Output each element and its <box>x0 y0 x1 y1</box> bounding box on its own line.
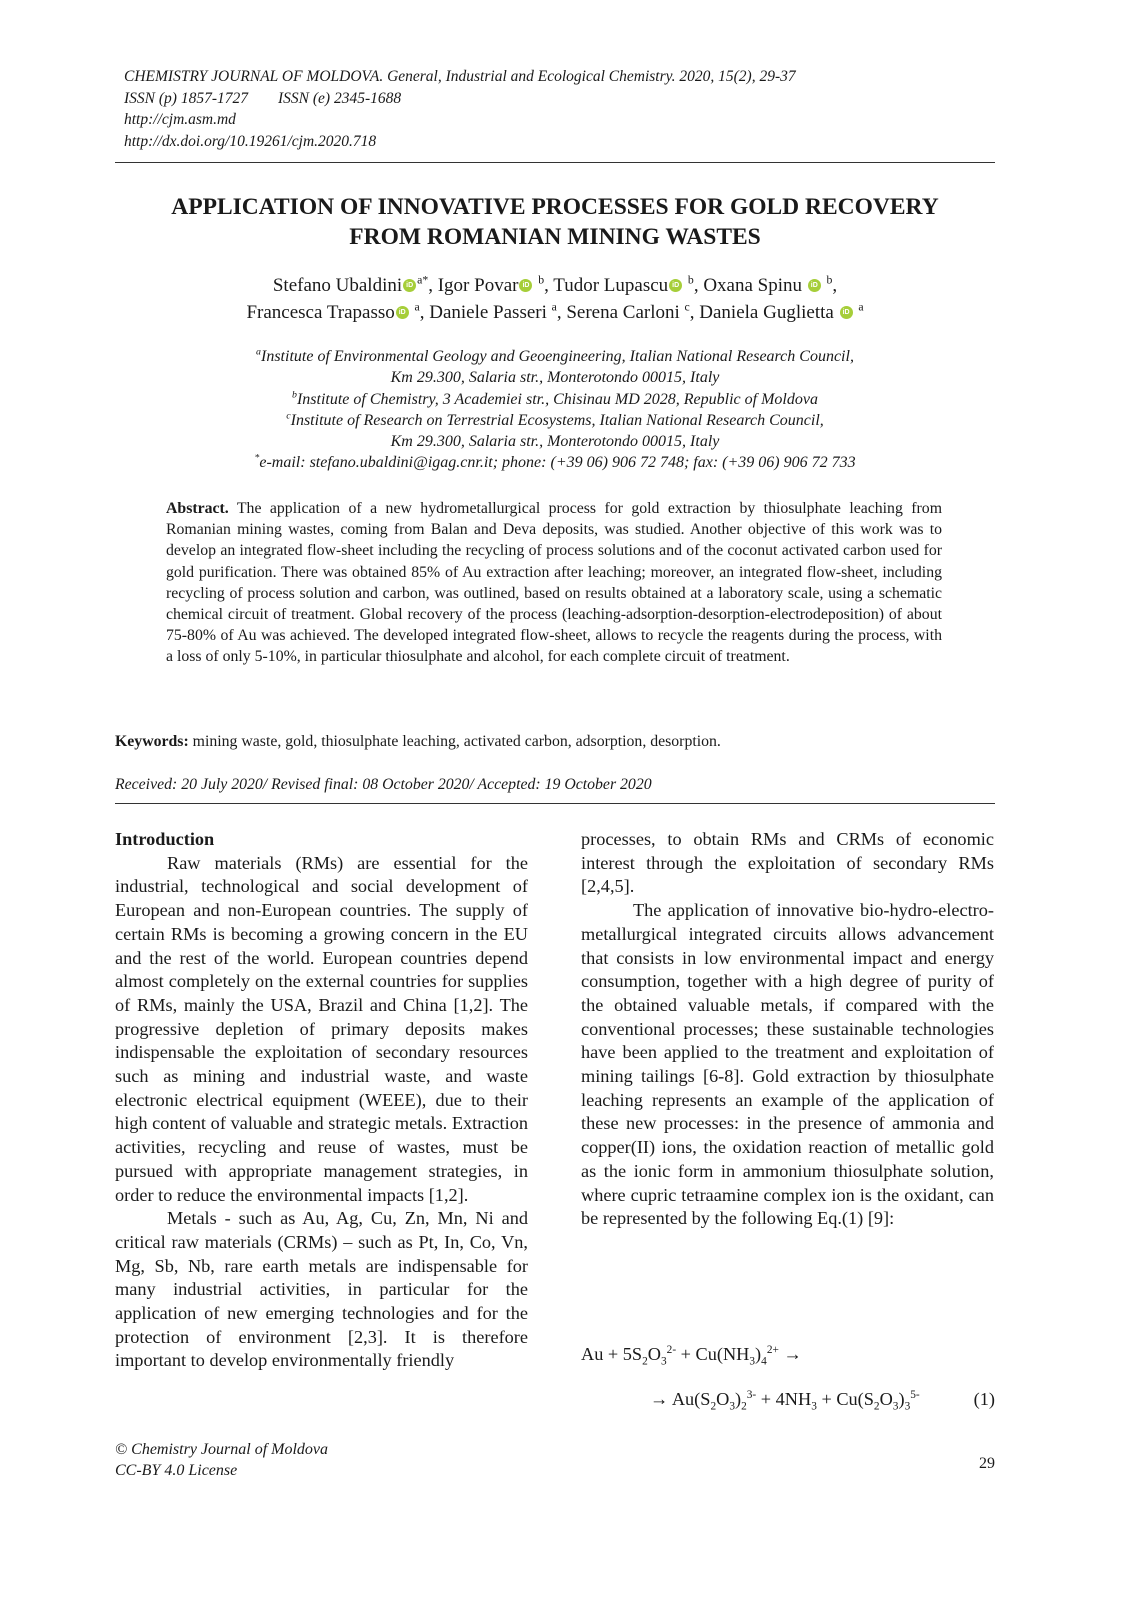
paragraph: processes, to obtain RMs and CRMs of economic interest through the exploitation of secondary RMs [2,4,5]. <box>581 829 994 897</box>
keywords <box>115 731 995 752</box>
paper-title <box>115 192 995 252</box>
author-affil-mark: b <box>538 273 545 287</box>
author-affil-mark: a* <box>417 273 429 287</box>
issn-line <box>124 88 796 110</box>
title-line-1: APPLICATION OF INNOVATIVE PROCESSES FOR GOLD RECOVERY <box>171 194 939 220</box>
author-name: Daniele Passeri <box>429 302 547 323</box>
affiliations <box>115 346 995 474</box>
keywords-label: Keywords: <box>115 733 189 750</box>
doi-link[interactable]: http://dx.doi.org/10.19261/cjm.2020.718 <box>124 132 377 150</box>
author-name: Igor Povar <box>437 275 519 296</box>
paragraph: Raw materials (RMs) are essential for the industrial, technological and social development of European and non-European countries. The supply of certain RMs is becoming a growing concern in the EU and the rest of the world. European countries depend almost completely on the external countries for supplies of RMs, mainly the USA, Brazil and China [1,2]. The progressive depletion of primary deposits makes indispensable the exploitation of secondary resources such as mining and industrial waste, and waste electronic electrical equipment (WEEE), due to their high content of valuable and strategic metals. Extraction activities, recycling and reuse of wastes, must be pursued with appropriate management strategies, in order to reduce the environmental impacts [1,2]. <box>115 852 528 1205</box>
abstract-label: Abstract. <box>166 500 229 517</box>
author-affil-mark: b <box>687 273 694 287</box>
paragraph: The application of innovative bio-hydro-electro-metallurgical integrated circuits allows advancement that consists in low environmental impact and energy consumption, together with a high degree of purity of the obtained valuable metals, if compared with the conventional processes; these sustainable technologies have been applied to the treatment and exploitation of mining tailings [6-8]. Gold extraction by thiosulphate leaching represents an example of the application of these new processes: in the presence of ammonia and copper(II) ions, the oxidation reaction of metallic gold as the ionic form in ammonium thiosulphate solution, where cupric tetraamine complex ion is the oxidant, can be represented by the following Eq.(1) [9]: <box>581 900 994 1229</box>
journal-url[interactable]: http://cjm.asm.md <box>124 111 236 128</box>
journal-citation: CHEMISTRY JOURNAL OF MOLDOVA. General, Industrial and Ecological Chemistry. 2020, 15(2), 29-37 <box>124 68 796 85</box>
corresponding-contact: *e-mail: stefano.ubaldini@igag.cnr.it; phone: (+39 06) 906 72 748; fax: (+39 06) 906 72 733 <box>254 453 856 472</box>
orcid-icon[interactable]: iD <box>669 279 682 292</box>
author-line-2: Francesca Trapasso iD $^a$, Daniele Passeri $^a$, Serena Carloni $^c$, Daniela Guglietta iD $^a$ <box>246 300 864 323</box>
equation-number: (1) <box>973 1389 995 1409</box>
keywords-text: mining waste, gold, thiosulphate leaching, activated carbon, adsorption, desorption. <box>192 733 721 750</box>
author-name: Francesca Trapasso <box>246 302 395 323</box>
author-affil-mark: b <box>826 273 833 287</box>
title-line-2: FROM ROMANIAN MINING WASTES <box>349 224 761 250</box>
author-line-1: Stefano Ubaldini iD $^{a*}$, Igor Povar iD $^b$, Tudor Lupascu iD $^b$, Oxana Spinu iD $^b$, <box>272 273 838 296</box>
author-affil-mark: c <box>684 300 690 314</box>
equation-line-2: → $Au(S_2O_3)_2^{3-} + 4NH_3 + Cu(S_2O_3)_3^{5-}$ (1) <box>650 1388 995 1413</box>
journal-header <box>124 66 796 152</box>
author-name: Tudor Lupascu <box>553 275 669 296</box>
received-dates: Received: 20 July 2020/ Revised final: 08 October 2020/ Accepted: 19 October 2020 <box>115 776 652 793</box>
body-column-right <box>581 828 994 1231</box>
license: CC-BY 4.0 License <box>115 1462 238 1479</box>
author-affil-mark: a <box>414 300 420 314</box>
affiliation-a: $^a$Institute of Environmental Geology and Geoengineering, Italian National Research Council, <box>256 346 854 365</box>
affiliation-a-address: Km 29.300, Salaria str., Monterotondo 00015, Italy <box>390 369 720 387</box>
author-name: Serena Carloni <box>566 302 680 323</box>
page-number: 29 <box>979 1455 995 1472</box>
abstract-text: The application of a new hydrometallurgical process for gold extraction by thiosulphate leaching from Romanian mining wastes, coming from Balan and Deva deposits, was studied. Another objective of this work was to develop an integrated flow-sheet including the recycling of process solutions and of the coconut activated carbon used for gold purification. There was obtained 85% of Au extraction after leaching; moreover, an integrated flow-sheet, including recycling of process solution and carbon, was outlined, based on results obtained at a laboratory scale, using a schematic chemical circuit of treatment. Global recovery of the process (leaching-adsorption-desorption-electrodeposition) of about 75-80% of Au was achieved. The developed integrated flow-sheet, allows to recycle the reagents during the process, with a loss of only 5-10%, in particular thiosulphate and alcohol, for each complete circuit of treatment. <box>166 500 942 666</box>
orcid-icon[interactable]: iD <box>840 306 853 319</box>
affiliation-c: $^c$Institute of Research on Terrestrial Ecosystems, Italian National Research Council, <box>286 410 824 429</box>
author-name: Stefano Ubaldini <box>272 275 403 296</box>
equation-line-1: $Au + 5S_2O_3^{2-} + Cu(NH_3)_4^{2+}$ → <box>581 1343 802 1368</box>
issn-electronic: ISSN (e) 2345-1688 <box>278 89 402 107</box>
affiliation-c-address: Km 29.300, Salaria str., Monterotondo 00015, Italy <box>390 433 720 451</box>
orcid-icon[interactable]: iD <box>808 279 821 292</box>
paragraph: Metals - such as Au, Ag, Cu, Zn, Mn, Ni and critical raw materials (CRMs) – such as Pt, In, Co, Vn, Mg, Sb, Nb, rare earth metals are indispensable for many industrial activities, in particular for the application of new emerging technologies and for the protection of environment [2,3]. It is therefore important to develop environmentally friendly <box>115 1208 528 1371</box>
header-divider <box>115 162 995 163</box>
orcid-icon[interactable]: iD <box>519 279 532 292</box>
abstract <box>166 498 942 668</box>
issn-print: ISSN (p) 1857-1727 <box>124 89 248 107</box>
body-divider <box>115 803 995 804</box>
section-heading: Introduction <box>115 829 215 849</box>
author-affil-mark: a <box>858 300 864 314</box>
author-name: Daniela Guglietta <box>699 302 834 323</box>
author-list <box>115 272 995 326</box>
author-affil-mark: a <box>551 300 557 314</box>
copyright: © Chemistry Journal of Moldova <box>115 1441 329 1458</box>
orcid-icon[interactable]: iD <box>403 279 416 292</box>
footer <box>115 1439 328 1481</box>
affiliation-b: $^b$Institute of Chemistry, 3 Academiei str., Chisinau MD 2028, Republic of Moldova <box>292 389 818 408</box>
body-column-left <box>115 828 528 1373</box>
orcid-icon[interactable]: iD <box>396 306 409 319</box>
author-name: Oxana Spinu <box>703 275 802 296</box>
